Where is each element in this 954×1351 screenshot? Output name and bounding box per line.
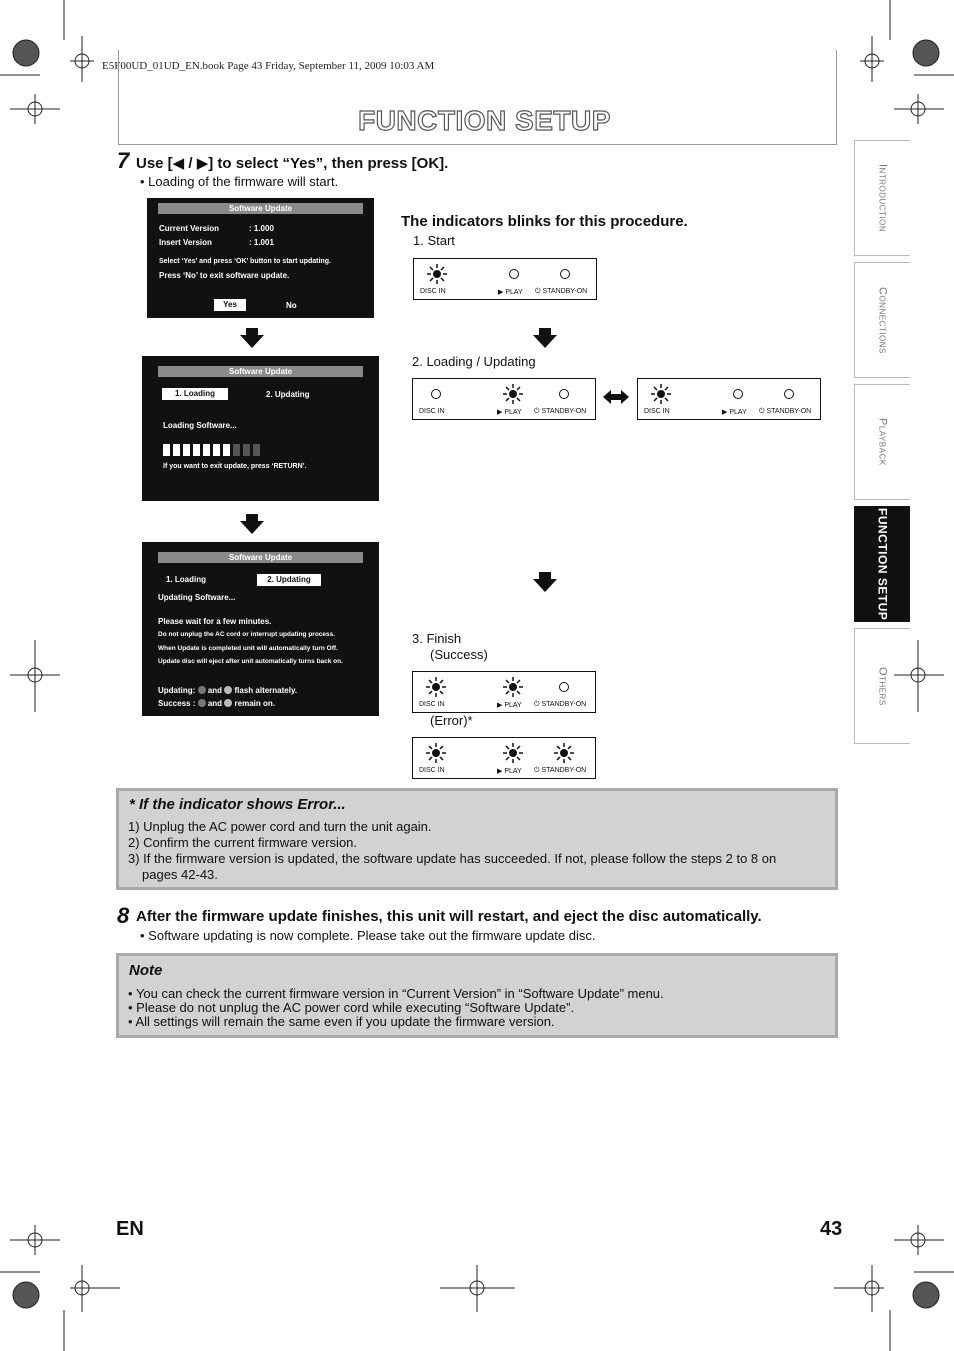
standby-label: ⏻ STANDBY-ON [535,288,588,295]
indicators-heading: The indicators blinks for this procedure. [401,213,688,230]
screen-header: Software Update [158,203,363,214]
led-off-icon [559,389,569,399]
led-icon [224,699,232,707]
step7-bullet: • Loading of the firmware will start. [140,174,339,189]
error-step-3: 3) If the firmware version is updated, the software update has succeeded. If not, please follow the steps 2 to 8 on [128,851,777,866]
error-info-box [116,788,838,890]
disc-in-label: DISC IN [419,701,445,708]
updating-legend: Updating: and flash alternately. [158,686,298,695]
error-box-heading: * If the indicator shows Error... [129,796,346,813]
led-off-icon [784,389,794,399]
tab-function-setup[interactable]: FUNCTION SETUP [854,506,910,622]
led-off-icon [431,389,441,399]
page-title: FUNCTION SETUP [358,105,611,136]
screen-updating [142,542,379,716]
led-blink-icon [426,743,446,763]
arrow-down-icon [240,328,264,350]
updating-status: Updating Software... [158,593,236,602]
led-blink-icon [651,384,671,404]
arrow-down-icon [240,514,264,536]
progress-segment [233,444,240,456]
led-blink-icon [503,384,523,404]
progress-segment [213,444,220,456]
progress-segment [223,444,230,456]
tab-others[interactable]: Others [854,628,910,744]
standby-label: ⏻ STANDBY-ON [534,408,587,415]
led-off-icon [559,682,569,692]
standby-label: ⏻ STANDBY-ON [534,767,587,774]
error-step-1: 1) Unplug the AC power cord and turn the unit again. [128,819,432,834]
no-button[interactable]: No [286,301,297,310]
step8-heading: After the firmware update finishes, this unit will restart, and eject the disc automatically. [136,908,762,925]
file-header: E5F00UD_01UD_EN.book Page 43 Friday, September 11, 2009 10:03 AM [102,60,435,72]
disc-in-label: DISC IN [419,767,445,774]
led-blink-icon [426,677,446,697]
warning-line-3: Update disc will eject after unit automatically turns back on. [158,658,343,665]
insert-version-value: : 1.001 [249,238,274,247]
current-version-value: : 1.000 [249,224,274,233]
current-version-label: Current Version [159,224,220,233]
tab-introduction[interactable]: Introduction [854,140,910,256]
indicator-panel [412,378,596,420]
play-label: ▶ PLAY [722,409,747,416]
insert-version-label: Insert Version [159,238,212,247]
tab-connections[interactable]: Connections [854,262,910,378]
led-blink-icon [503,743,523,763]
progress-segment [243,444,250,456]
tab-updating: 2. Updating [257,574,321,586]
step8-number: 8 [117,903,130,928]
led-blink-icon [554,743,574,763]
arrow-down-icon [533,572,557,594]
play-label: ▶ PLAY [497,409,522,416]
led-blink-icon [427,264,447,284]
note-heading: Note [129,962,163,979]
error-label: (Error)* [430,713,473,728]
screen-header: Software Update [158,366,363,377]
disc-in-label: DISC IN [419,408,445,415]
instruction-line-2: Press ‘No’ to exit software update. [159,271,290,280]
progress-segment [173,444,180,456]
loading-status: Loading Software... [163,421,237,430]
tab-updating: 2. Updating [266,390,310,399]
progress-segment [203,444,210,456]
disc-in-label: DISC IN [420,288,446,295]
play-label: ▶ PLAY [497,702,522,709]
indicator-panel [637,378,821,420]
language-code: EN [116,1218,144,1240]
stage-finish-label: 3. Finish [412,631,462,646]
step8-bullet: • Software updating is now complete. Please take out the firmware update disc. [140,928,596,943]
standby-label: ⏻ STANDBY-ON [759,408,812,415]
screen-confirm-update [147,198,374,318]
instruction-line-1: Select ‘Yes’ and press ‘OK’ button to start updating. [159,258,331,265]
note-box [116,953,838,1038]
progress-segment [183,444,190,456]
success-label: (Success) [430,647,488,662]
progress-bar [163,444,263,456]
disc-in-label: DISC IN [644,408,670,415]
led-off-icon [733,389,743,399]
progress-segment [163,444,170,456]
standby-label: ⏻ STANDBY-ON [534,701,587,708]
note-item: • All settings will remain the same even if you update the firmware version. [128,1014,555,1029]
warning-line-1: Do not unplug the AC cord or interrupt updating process. [158,631,336,638]
led-icon [198,686,206,694]
arrow-down-icon [533,328,557,350]
progress-segment [193,444,200,456]
screen-header: Software Update [158,552,363,563]
led-off-icon [560,269,570,279]
led-icon [224,686,232,694]
stage-start-label: 1. Start [413,233,455,248]
page-number: 43 [820,1218,843,1240]
tab-loading: 1. Loading [162,388,228,400]
double-arrow-icon [603,390,629,404]
stage-loading-label: 2. Loading / Updating [412,354,536,369]
yes-button[interactable]: Yes [214,299,246,311]
success-legend: Success : and remain on. [158,699,275,708]
step7-heading: Use [◀ / ▶] to select “Yes”, then press [OK]. [136,155,449,172]
play-label: ▶ PLAY [497,768,522,775]
indicator-panel [412,671,596,713]
warning-line-2: When Update is completed unit will automatically turn Off. [158,645,338,652]
note-item: • You can check the current firmware version in “Current Version” in “Software Update” menu. [128,986,664,1001]
tab-playback[interactable]: Playback [854,384,910,500]
step7-number: 7 [117,148,130,173]
led-off-icon [509,269,519,279]
return-hint: If you want to exit update, press ‘RETURN’. [163,463,307,470]
error-step-3-cont: pages 42-43. [142,867,218,882]
wait-message: Please wait for a few minutes. [158,617,272,626]
error-step-2: 2) Confirm the current firmware version. [128,835,358,850]
led-icon [198,699,206,707]
indicator-panel [412,737,596,779]
screen-loading [142,356,379,501]
play-label: ▶ PLAY [498,289,523,296]
note-item: • Please do not unplug the AC power cord while executing “Software Update”. [128,1000,575,1015]
indicator-panel [413,258,597,300]
progress-segment [253,444,260,456]
led-blink-icon [503,677,523,697]
tab-loading: 1. Loading [166,575,206,584]
